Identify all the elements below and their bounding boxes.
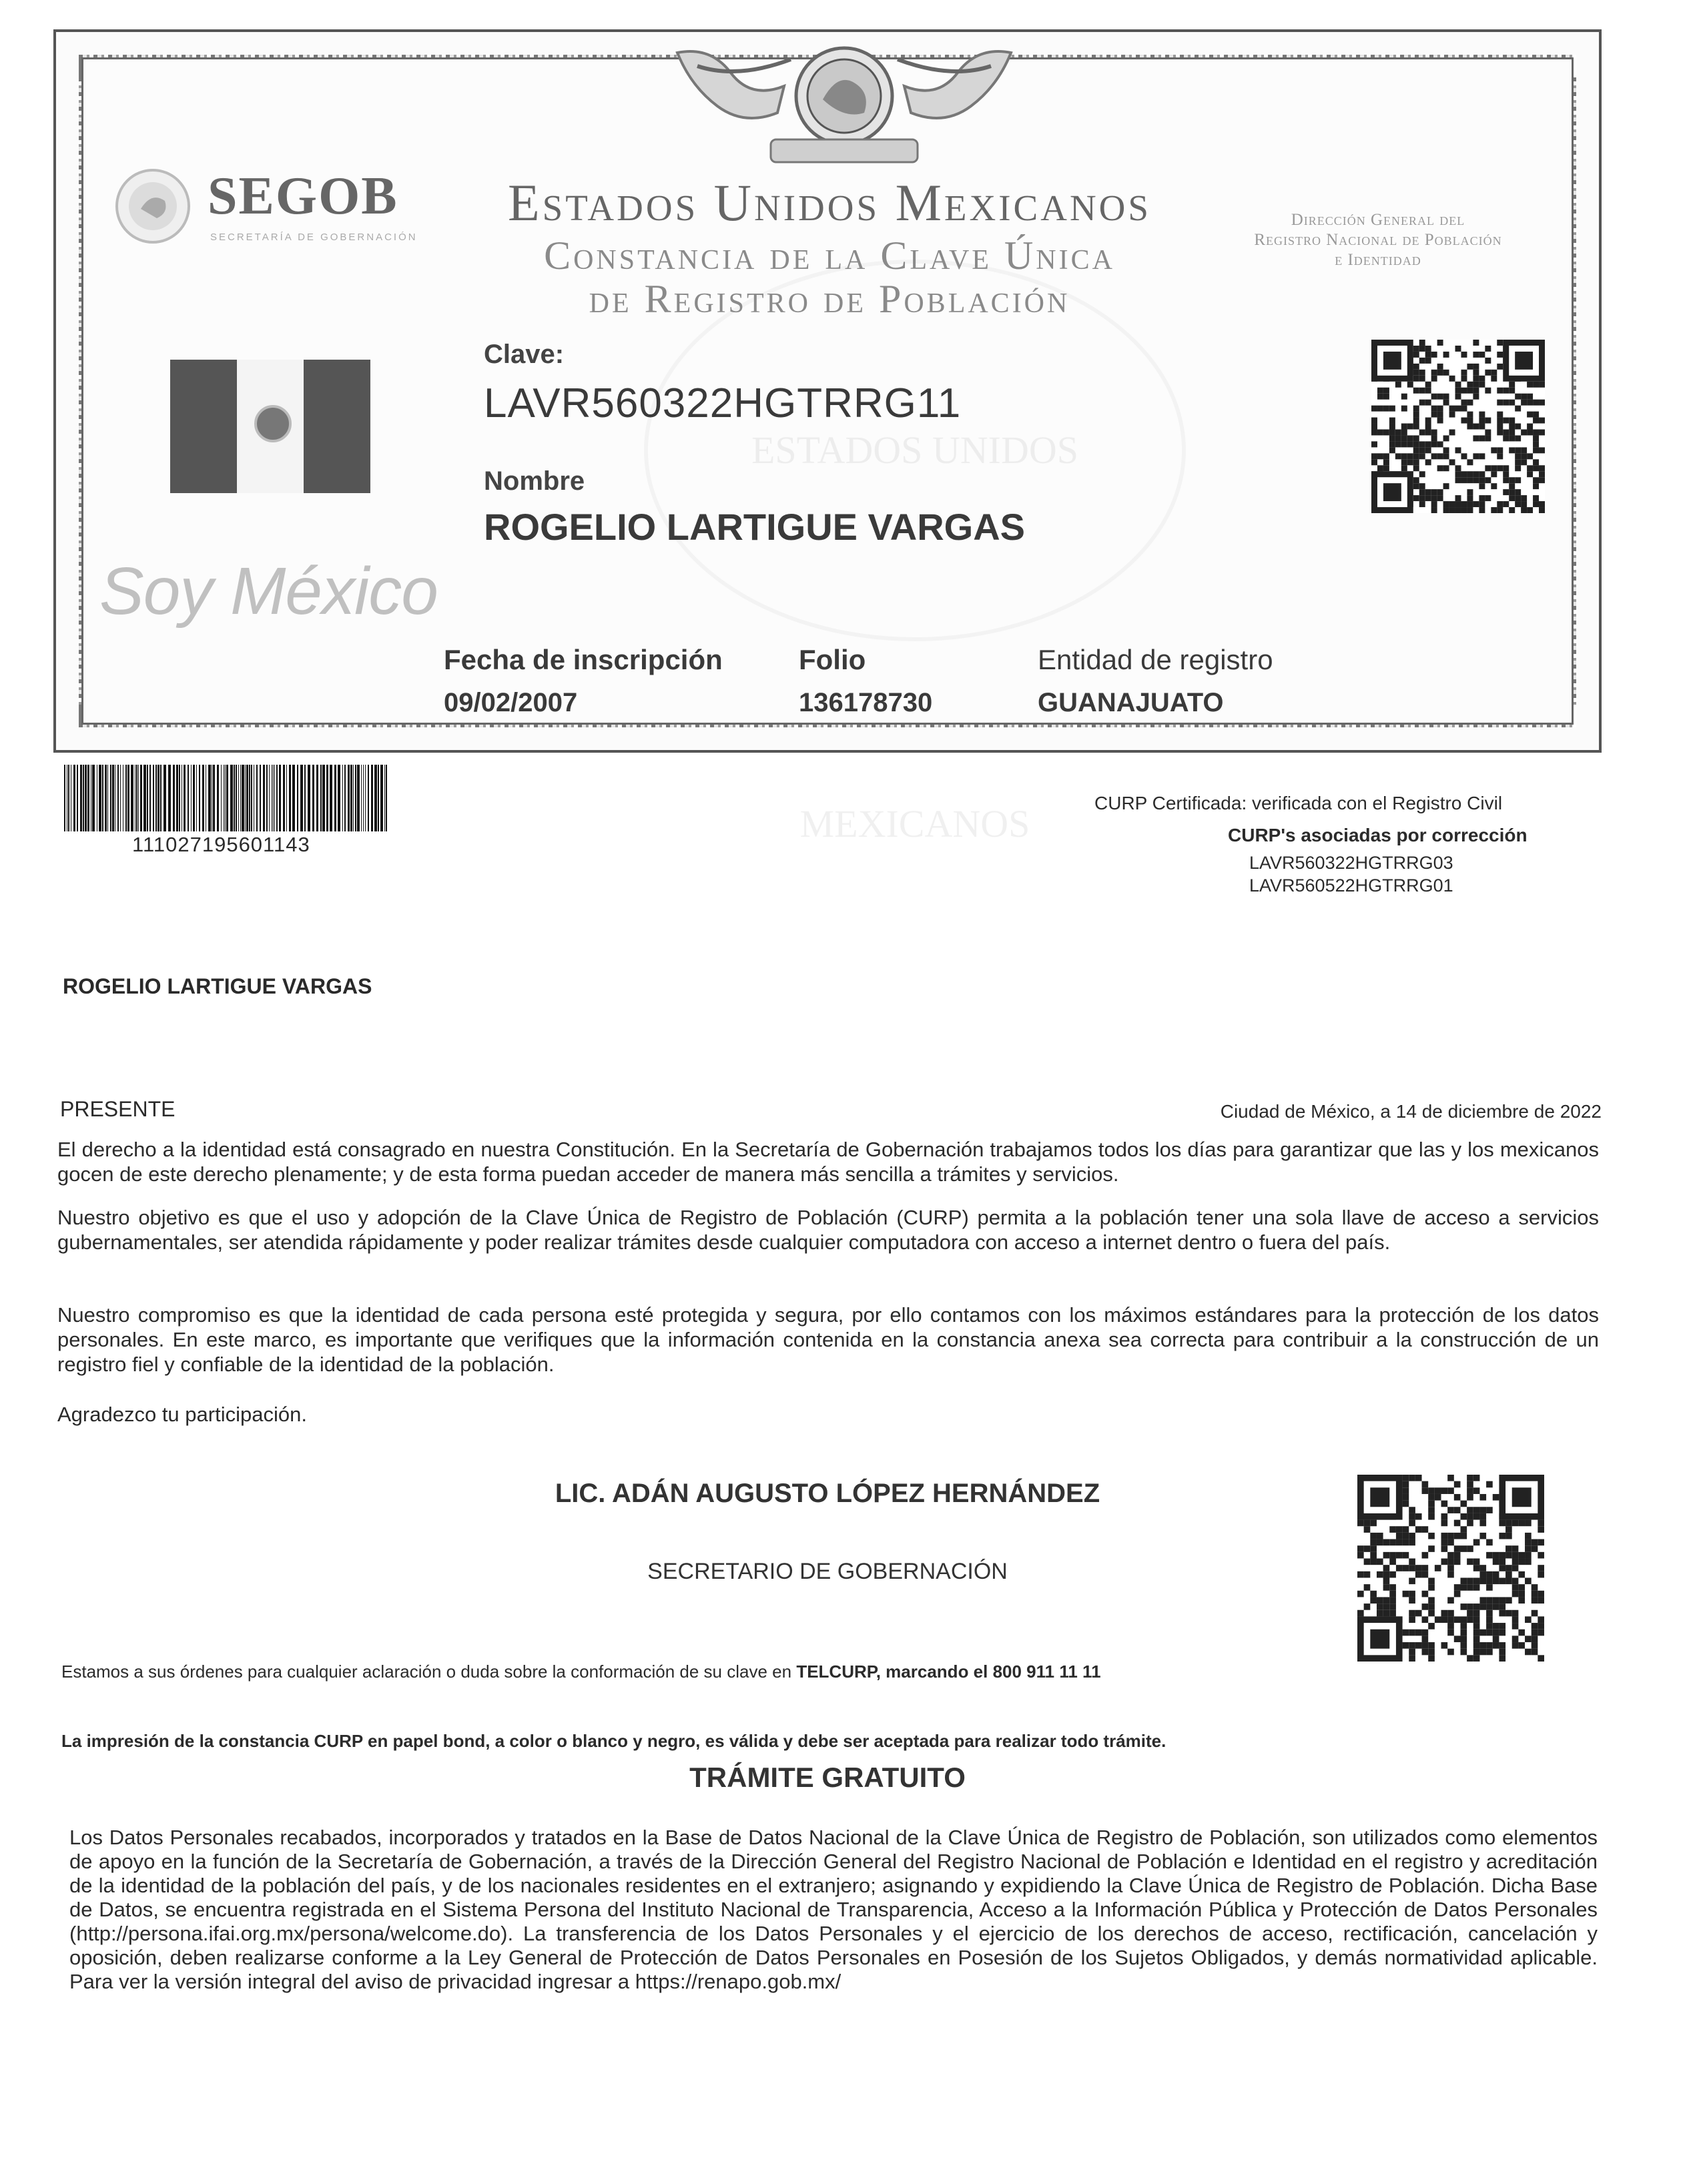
certified-text: CURP Certificada: verificada con el Registro Civil <box>1094 793 1503 813</box>
qr-code-icon <box>1357 1475 1544 1662</box>
clave-value: LAVR560322HGTRRG11 <box>484 380 962 426</box>
letter-paragraph-2: Nuestro objetivo es que el uso y adopción de la Clave Única de Registro de Población (CURP) permita a la población tener una sola llave de acceso a servicios gubernamentales, ser atendida rápidamente y poder realizar trámites desde cualquier computadora con acceso a internet dentro o fuera del país. <box>57 1206 1599 1254</box>
coat-of-arms-icon <box>671 39 1018 166</box>
barcode-number: 111027195601143 <box>132 833 310 856</box>
signer-title: SECRETARIO DE GOBERNACIÓN <box>647 1559 1008 1584</box>
privacy-notice: Los Datos Personales recabados, incorporados y tratados en la Base de Datos Nacional de la Clave Única de Registro de Población, son utilizados como elementos de apoyo en la función de la Secretaría de Gobernación, a través de la Dirección General del Registro Nacional de Población e Identidad en el registro y acreditación de la identidad de la población del país, y de los nacionales residentes en el extranjero; asignando y expidiendo la Clave Única de Registro de Población. Dicha Base de Datos, se encuentra registrada en el Sistema Persona del Instituto Nacional de Transparencia, Acceso a la Información Pública y Protección de Datos Personales (http://persona.ifai.org.mx/persona/welcome.do). La transferencia de los Datos Personales y el ejercicio de los derechos de acceso, rectificación, cancelación y oposición, deben realizarse conforme a la Ley General de Protección de Datos Personales en Posesión de los Sujetos Obligados, y demás normatividad aplicable. Para ver la versión integral del aviso de privacidad ingresar a https://renapo.gob.mx/ <box>69 1826 1598 1993</box>
associated-curp-2: LAVR560522HGTRRG01 <box>1249 875 1453 895</box>
associated-curp-1: LAVR560322HGTRRG03 <box>1249 853 1453 873</box>
doc-title-line1: Constancia de la Clave Única <box>544 234 1115 278</box>
dgrnpi-title <box>1191 210 1565 270</box>
letter-paragraph-1: El derecho a la identidad está consagrado en nuestra Constitución. En la Secretaría de Gobernación trabajamos todos los días para garantizar que las y los mexicanos gocen de este derecho plenamente; y de esta forma puedan acceder de manera más sencilla a trámites y servicios. <box>57 1138 1599 1186</box>
fecha-label: Fecha de inscripción <box>444 644 723 675</box>
clave-label: Clave: <box>484 340 565 369</box>
contact-prefix: Estamos a sus órdenes para cualquier aclaración o duda sobre la conformación de su clave en <box>61 1662 797 1682</box>
barcode-icon <box>64 765 387 831</box>
entidad-label: Entidad de registro <box>1038 644 1273 675</box>
dgrnpi-line2: Registro Nacional de Población <box>1254 231 1502 249</box>
presente: PRESENTE <box>60 1097 176 1121</box>
validity-note: La impresión de la constancia CURP en papel bond, a color o blanco y negro, es válida y debe ser aceptada para realizar todo trámite. <box>61 1731 1166 1751</box>
signer-name: LIC. ADÁN AUGUSTO LÓPEZ HERNÁNDEZ <box>555 1479 1100 1508</box>
nombre-value: ROGELIO LARTIGUE VARGAS <box>484 506 1025 548</box>
associated-title: CURP's asociadas por corrección <box>1228 825 1528 845</box>
folio-label: Folio <box>799 644 866 675</box>
segob-logo: SEGOB <box>208 167 398 226</box>
qr-code-icon <box>1371 340 1545 513</box>
country-title: Estados Unidos Mexicanos <box>508 173 1151 232</box>
segob-seal-icon <box>113 166 193 246</box>
entidad-value: GUANAJUATO <box>1038 688 1224 717</box>
telcurp-number: TELCURP, marcando el 800 911 11 11 <box>796 1662 1101 1682</box>
doc-title-line2: de Registro de Población <box>589 277 1070 321</box>
contact-line <box>61 1662 1101 1682</box>
fecha-value: 09/02/2007 <box>444 688 578 717</box>
recipient-name: ROGELIO LARTIGUE VARGAS <box>63 974 372 998</box>
dgrnpi-line1: Dirección General del <box>1291 211 1465 229</box>
nombre-label: Nombre <box>484 466 585 496</box>
place-date: Ciudad de México, a 14 de diciembre de 2022 <box>1220 1101 1602 1122</box>
free-procedure: TRÁMITE GRATUITO <box>689 1762 966 1793</box>
segob-subtitle: SECRETARÍA DE GOBERNACIÓN <box>210 232 418 243</box>
flag-icon <box>170 360 370 493</box>
folio-value: 136178730 <box>799 688 933 717</box>
watermark: ESTADOS UNIDOS MEXICANOS <box>644 260 1186 641</box>
dgrnpi-line3: e Identidad <box>1335 251 1421 269</box>
thanks: Agradezco tu participación. <box>57 1403 307 1426</box>
letter-paragraph-3: Nuestro compromiso es que la identidad de cada persona esté protegida y segura, por ello contamos con los máximos estándares para la protección de los datos personales. En este marco, es importante que verifiques que la información contenida en la constancia anexa sea correcta para contribuir a la construcción de un registro fiel y confiable de la identidad de la población. <box>57 1303 1599 1376</box>
slogan: Soy México <box>99 554 438 629</box>
